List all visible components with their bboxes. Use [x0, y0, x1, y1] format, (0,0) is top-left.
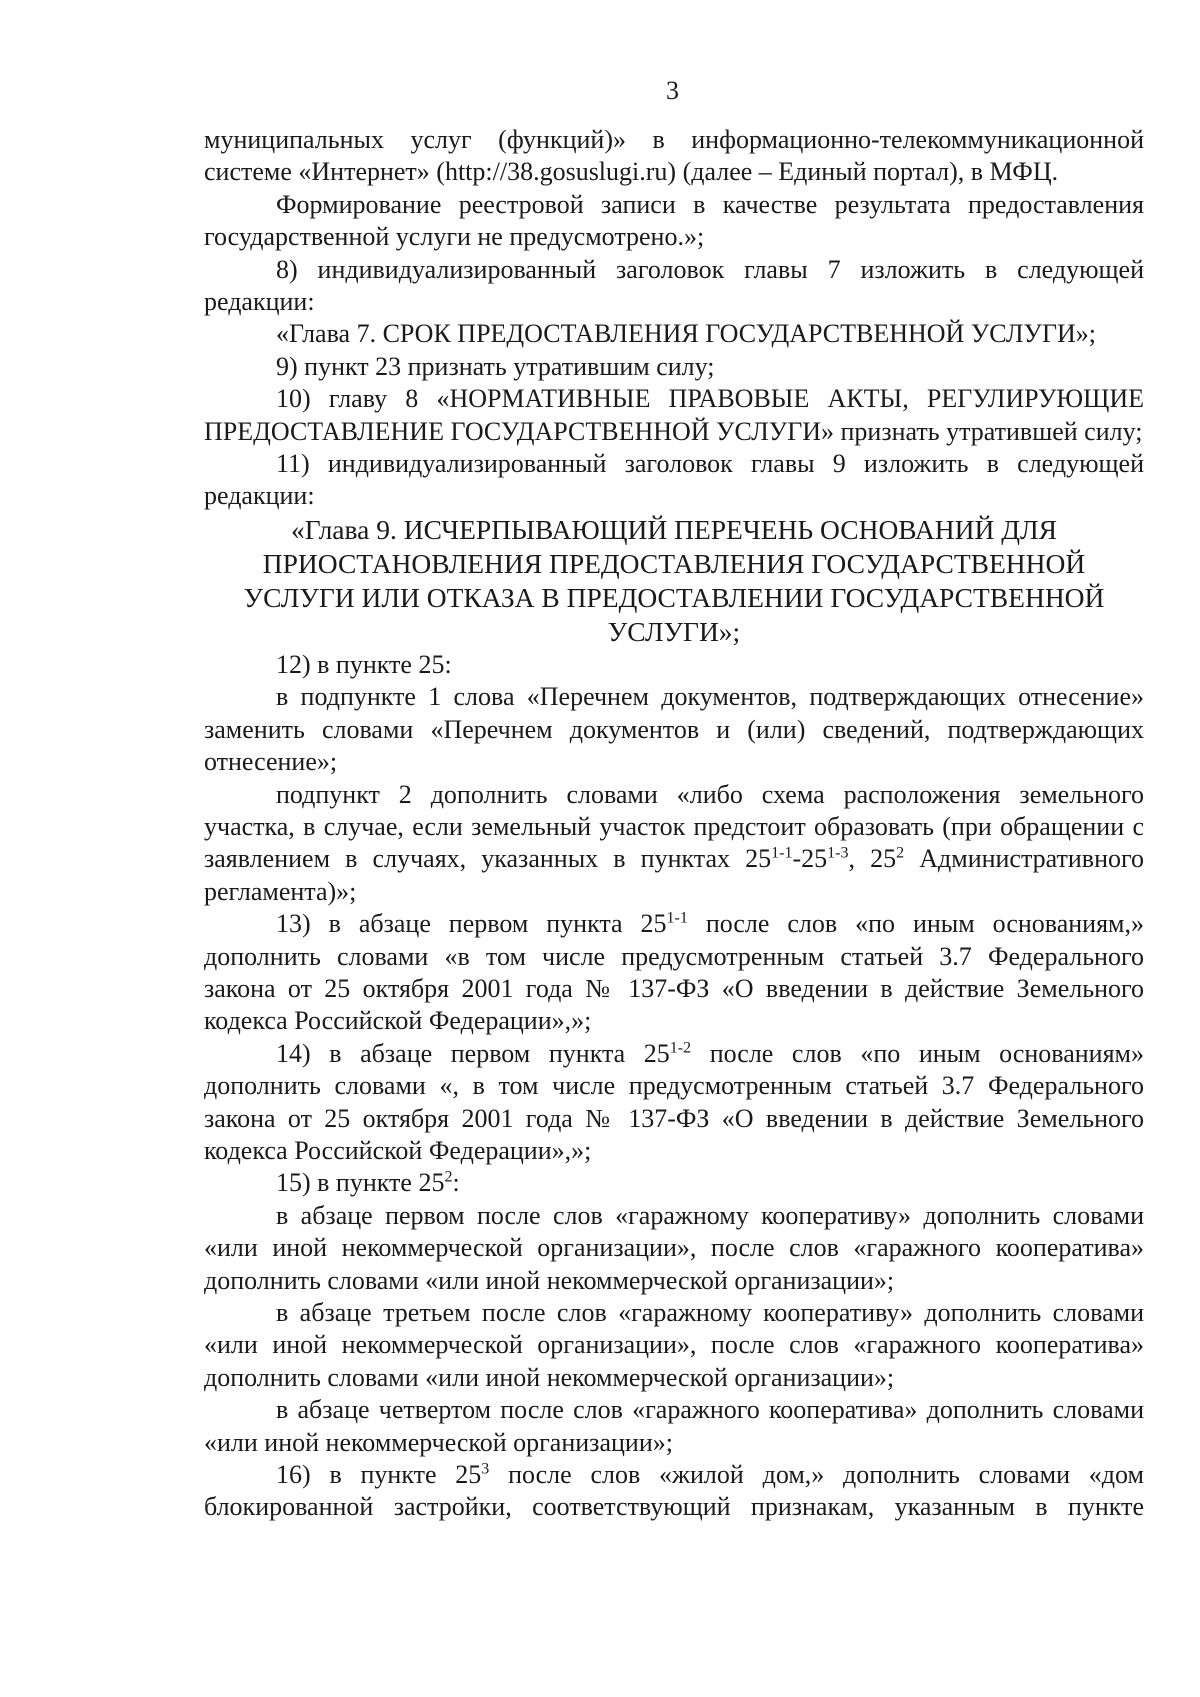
page-number: 3 — [666, 76, 679, 105]
paragraph — [204, 779, 1144, 909]
text-run: 15) в пункте 25 — [276, 1168, 445, 1198]
paragraph — [204, 1038, 1144, 1168]
superscript: 2 — [444, 1168, 453, 1186]
text-run: -25 — [792, 844, 828, 874]
text-run: подпункт 2 дополнить словами «либо схема расположения земельного участка, в случае, если земельный участок предстоит образовать (при обращении с заявлением в случаях, указанных в пунктах 25 — [204, 779, 1144, 874]
superscript: 1-1 — [771, 844, 793, 862]
text-run: Административного регламента)»; — [204, 844, 1145, 906]
text-run: после слов «по иным основаниям» дополнить словами «, в том числе предусмотренным статьей 3.7 Федерального закона от 25 октября 2001 года № 137-ФЗ «О введении в действие Земельного кодекса Российской Федерации»,»; — [204, 1038, 1144, 1165]
paragraph: в подпункте 1 слова «Перечнем документов, подтверждающих отнесение» заменить словами «Перечнем документов и (или) сведений, подтверждающих отнесение»; — [204, 682, 1144, 777]
text-run: 16) в пункте 25 — [276, 1460, 482, 1490]
paragraph: 10) главу 8 «НОРМАТИВНЫЕ ПРАВОВЫЕ АКТЫ, РЕГУЛИРУЮЩИЕ ПРЕДОСТАВЛЕНИЕ ГОСУДАРСТВЕННОЙ УСЛУГИ» признать утратившей силу; — [204, 384, 1144, 446]
paragraph — [204, 1167, 1144, 1199]
paragraph: 11) индивидуализированный заголовок главы 9 изложить в следующей редакции: — [204, 449, 1144, 511]
paragraph: муниципальных услуг (функций)» в информационно-телекоммуникационной системе «Интернет» (http://38.gosuslugi.ru) (далее – Единый портал), в МФЦ. — [204, 125, 1144, 187]
paragraph: 9) пункт 23 признать утратившим силу; — [276, 351, 715, 381]
paragraph: в абзаце третьем после слов «гаражному кооперативу» дополнить словами «или иной некоммерческой организации», после слов «гаражного кооператива» дополнить словами «или иной некоммерческой организации»; — [204, 1298, 1144, 1392]
text-run: после слов «жилой дом,» дополнить словами «дом блокированной застройки, соответствующий признакам, указанным в пункте — [204, 1460, 1144, 1522]
superscript: 2 — [896, 844, 905, 862]
paragraph: в абзаце первом после слов «гаражному кооперативу» дополнить словами «или иной некоммерческой организации», после слов «гаражного кооператива» дополнить словами «или иной некоммерческой организации»; — [204, 1200, 1144, 1295]
superscript: 1-1 — [666, 909, 688, 927]
chapter-7-heading: «Глава 7. СРОК ПРЕДОСТАВЛЕНИЯ ГОСУДАРСТВЕННОЙ УСЛУГИ»; — [276, 319, 1096, 349]
paragraph — [204, 908, 1144, 1038]
paragraph: 12) в пункте 25: — [276, 649, 452, 679]
text-run: после слов «по иным основаниям,» дополнить словами «в том числе предусмотренным статьей 3.7 Федерального закона от 25 октября 2001 года № 137-ФЗ «О введении в действие Земельного кодекса Российской Федерации»,»; — [204, 909, 1144, 1036]
superscript: 3 — [481, 1460, 490, 1478]
superscript: 1-3 — [827, 844, 849, 862]
paragraph: в абзаце четвертом после слов «гаражного кооператива» дополнить словами «или иной некоммерческой организации»; — [204, 1395, 1144, 1457]
document-body — [204, 124, 1144, 1524]
superscript: 1-2 — [669, 1039, 692, 1057]
paragraph — [204, 1459, 1144, 1524]
chapter-9-heading: «Глава 9. ИСЧЕРПЫВАЮЩИЙ ПЕРЕЧЕНЬ ОСНОВАНИЙ ДЛЯ ПРИОСТАНОВЛЕНИЯ ПРЕДОСТАВЛЕНИЯ ГОСУДАРСТВЕННОЙ УСЛУГИ ИЛИ ОТКАЗА В ПРЕДОСТАВЛЕНИИ ГОСУДАРСТВЕННОЙ УСЛУГИ»; — [243, 513, 1105, 647]
paragraph: Формирование реестровой записи в качестве результата предоставления государственной услуги не предусмотрено.»; — [204, 189, 1144, 252]
text-run: 14) в абзаце первом пункта 25 — [276, 1038, 670, 1068]
text-run: 13) в абзаце первом пункта 25 — [276, 909, 667, 939]
paragraph: 8) индивидуализированный заголовок главы 7 изложить в следующей редакции: — [204, 254, 1144, 317]
text-run: , 25 — [848, 844, 897, 874]
text-run: : — [452, 1168, 460, 1198]
